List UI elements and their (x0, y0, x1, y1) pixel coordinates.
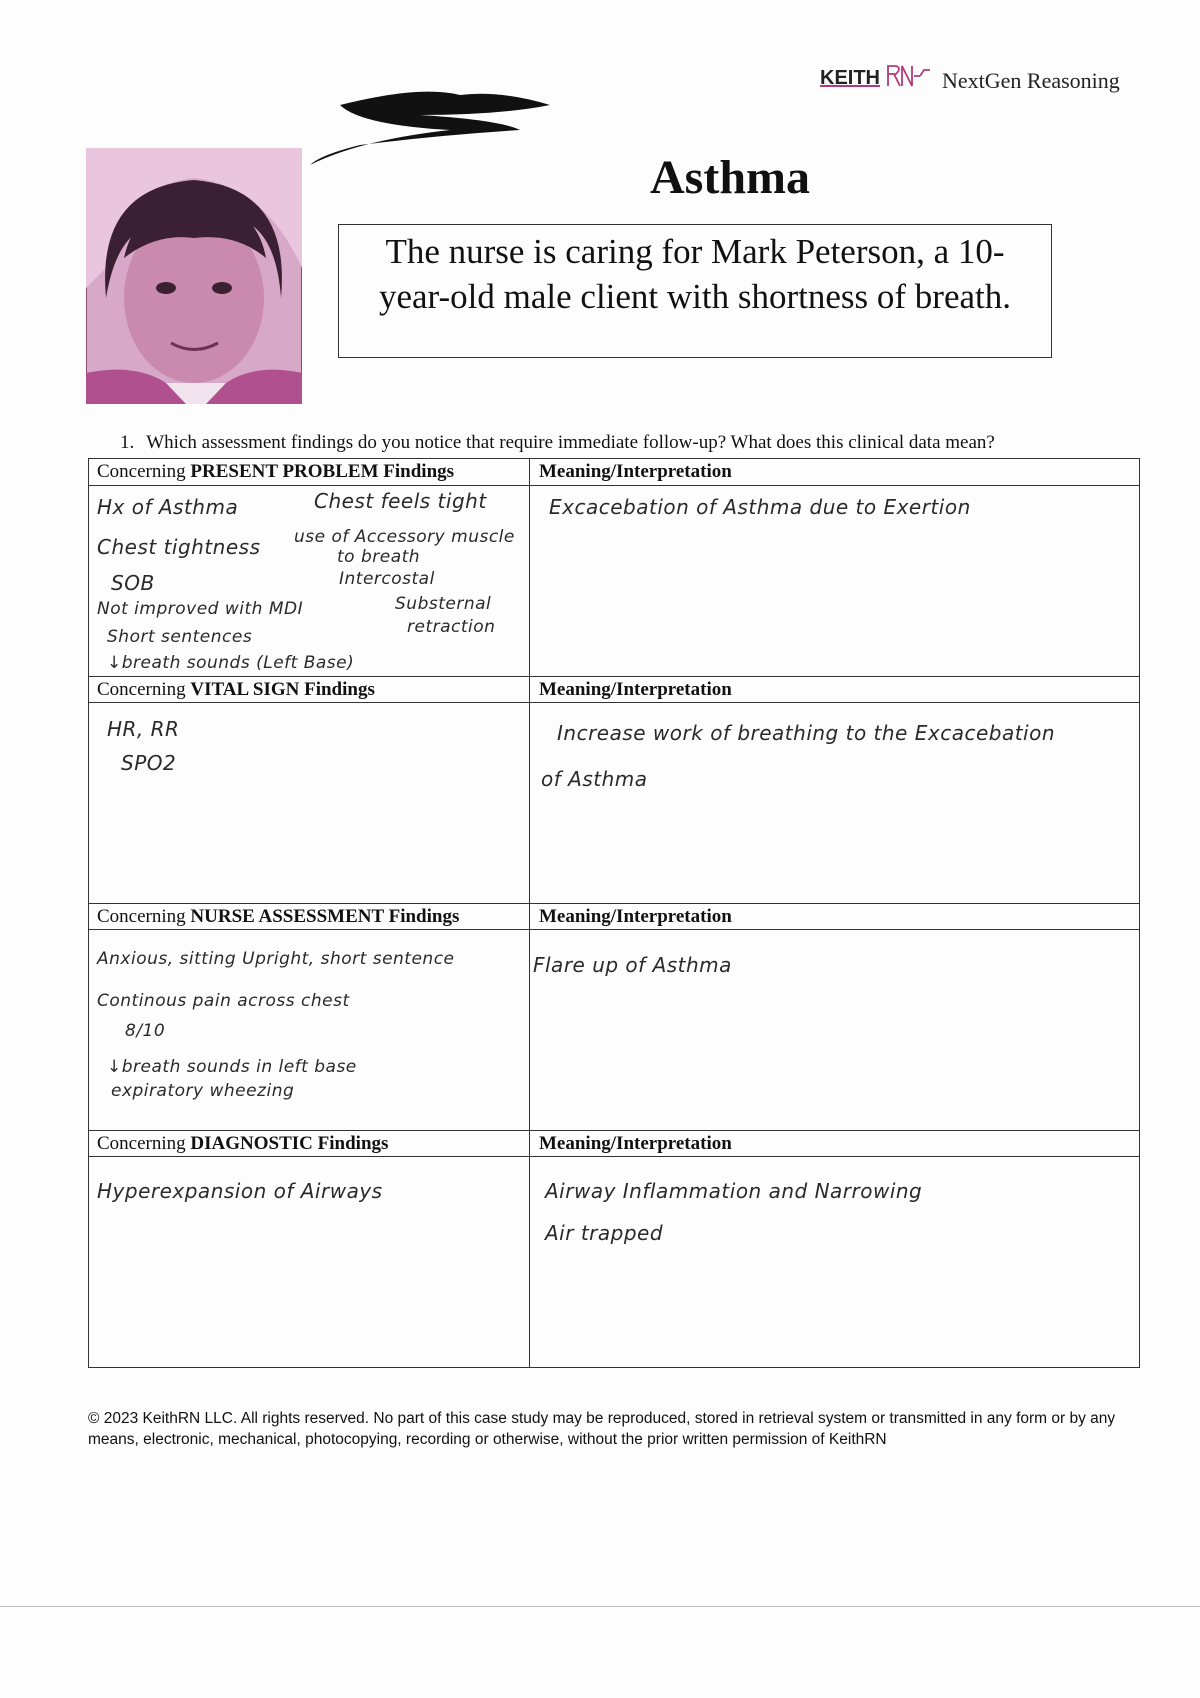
findings-header (89, 1131, 388, 1156)
finding: Not improved with MDI (97, 599, 304, 619)
meaning-header: Meaning/Interpretation (539, 679, 732, 700)
header-suffix: Findings (312, 1133, 389, 1154)
header-bold: NURSE ASSESSMENT (190, 906, 384, 927)
meaning: Excacebation of Asthma due to Exertion (549, 495, 971, 519)
finding: Anxious, sitting Upright, short sentence (97, 949, 455, 969)
finding: SOB (111, 571, 155, 595)
meaning: Flare up of Asthma (533, 953, 732, 977)
header-prefix: Concerning (97, 679, 191, 700)
header-suffix: Findings (383, 906, 460, 927)
finding: Substernal (395, 594, 492, 614)
finding: Hx of Asthma (97, 495, 239, 519)
patient-photo (86, 148, 302, 404)
logo-rn-mark-icon (886, 62, 932, 90)
header-prefix: Concerning (97, 461, 191, 482)
finding: Short sentences (107, 627, 253, 647)
finding: Hyperexpansion of Airways (97, 1179, 383, 1203)
findings-header (89, 677, 375, 702)
header-bold: VITAL SIGN (190, 679, 300, 700)
finding: Chest feels tight (314, 489, 487, 513)
finding: SPO2 (121, 751, 177, 775)
meaning: Air trapped (545, 1221, 664, 1245)
scenario-box: The nurse is caring for Mark Peterson, a 10-year-old male client with shortness of breath. (338, 224, 1052, 358)
header-suffix: Findings (299, 679, 375, 700)
meaning-header: Meaning/Interpretation (539, 906, 732, 927)
page-title: Asthma (649, 151, 810, 204)
meaning: Increase work of breathing to the Excacebation (557, 721, 1056, 745)
finding: Continous pain across chest (97, 991, 350, 1011)
findings-header (89, 904, 459, 929)
copyright-footer: © 2023 KeithRN LLC. All rights reserved. No part of this case study may be reproduced, stored in retrieval system or transmitted in any form or by any means, electronic, mechanical, photocopying, recording or otherwise, without the prior written permission of KeithRN (88, 1410, 1116, 1448)
header-prefix: Concerning (97, 1133, 191, 1154)
finding: expiratory wheezing (111, 1081, 295, 1101)
section-header-present-problem (89, 459, 1139, 486)
keithrn-logo (820, 62, 1120, 93)
meaning: of Asthma (541, 767, 648, 791)
finding: Chest tightness (97, 535, 261, 559)
finding: ↓breath sounds in left base (107, 1057, 357, 1077)
finding: 8/10 (125, 1021, 166, 1041)
meaning-header: Meaning/Interpretation (539, 461, 732, 482)
question-number: 1. (120, 432, 135, 453)
header-bold: DIAGNOSTIC (190, 1133, 313, 1154)
header-suffix: Findings (378, 461, 455, 482)
scan-edge-line (0, 1606, 1200, 1607)
finding: ↓breath sounds (Left Base) (107, 653, 355, 673)
finding: retraction (407, 617, 496, 637)
findings-header (89, 459, 454, 484)
section-header-nurse-assessment (89, 903, 1139, 930)
section-header-diagnostic (89, 1130, 1139, 1157)
finding: use of Accessory muscle (294, 527, 515, 547)
finding: HR, RR (107, 717, 180, 741)
question-text: Which assessment findings do you notice that require immediate follow-up? What does this clinical data mean? (146, 432, 995, 453)
question-1 (120, 432, 1120, 454)
finding: Intercostal (339, 569, 435, 589)
section-header-vital-sign (89, 676, 1139, 703)
redaction-scribble (300, 75, 560, 175)
header-bold: PRESENT PROBLEM (190, 461, 379, 482)
meaning-header: Meaning/Interpretation (539, 1133, 732, 1154)
logo-brand-text: KEITH (820, 67, 880, 89)
header-prefix: Concerning (97, 906, 191, 927)
meaning: Airway Inflammation and Narrowing (545, 1179, 923, 1203)
logo-tagline: NextGen Reasoning (942, 68, 1120, 93)
finding: to breath (337, 547, 421, 567)
findings-table (88, 458, 1140, 1368)
